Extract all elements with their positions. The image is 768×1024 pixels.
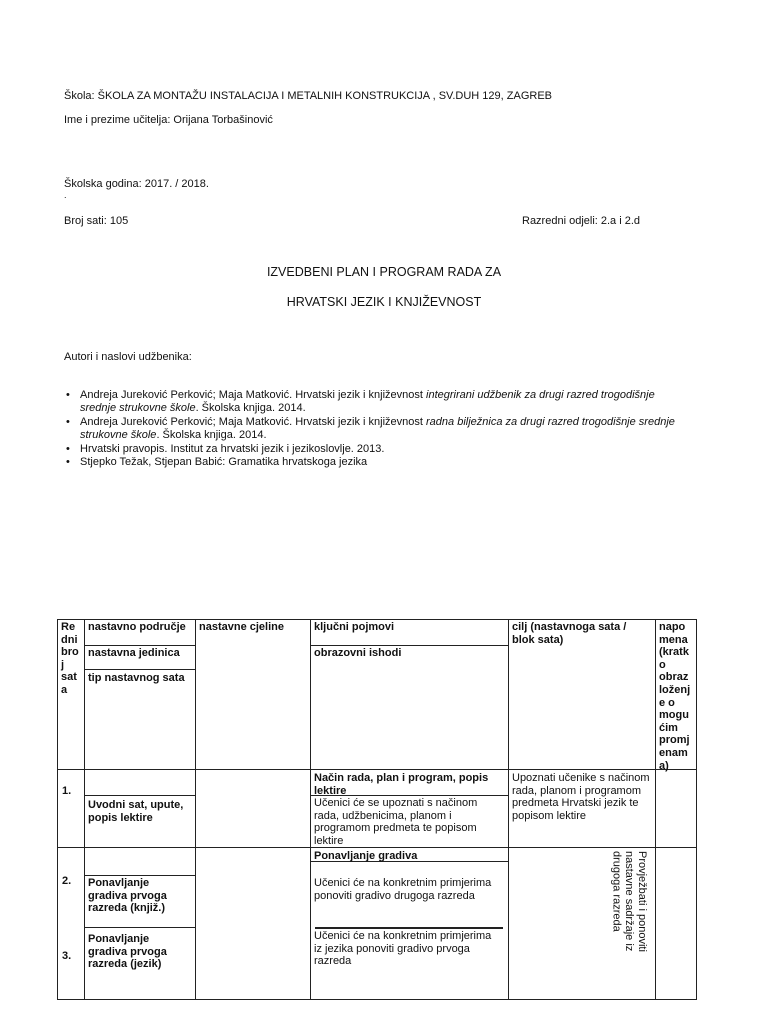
teacher-line: Ime i prezime učitelja: Orijana Torbašinović — [64, 114, 273, 126]
table-border — [57, 999, 697, 1000]
textbook-list — [64, 389, 720, 469]
header-napomena: napo mena (kratk o obraz loženj e o mogu ćim promj enam a) — [659, 621, 691, 772]
list-item: • Andreja Jureković Perković; Maja Matković. Hrvatski jezik i književnost radna bilježnica za drugi razred trogodišnje srednje strukovne škole. Školska knjiga. 2014. — [80, 416, 720, 443]
list-item: • Stjepko Težak, Stjepan Babić: Gramatika hrvatskoga jezika — [80, 456, 720, 469]
table-border — [84, 875, 195, 876]
dot-mark: . — [64, 190, 67, 200]
table-border — [696, 619, 697, 1000]
school-line: Škola: ŠKOLA ZA MONTAŽU INSTALACIJA I METALNIH KONSTRUKCIJA , SV.DUH 129, ZAGREB — [64, 90, 552, 102]
table-border — [57, 619, 58, 1000]
header-cjeline: nastavne cjeline — [199, 621, 284, 633]
table-border — [84, 795, 195, 796]
table-border — [84, 619, 85, 1000]
table-border — [508, 619, 509, 1000]
table-border — [315, 927, 503, 929]
classes-line: Razredni odjeli: 2.a i 2.d — [522, 215, 641, 227]
row-number: 1. — [62, 785, 72, 797]
header-ishodi: obrazovni ishodi — [314, 647, 402, 659]
header-row-number: Re dni bro j sat a — [61, 621, 79, 696]
row-ishodi: Učenici će na konkretnim primjerima iz jezika ponoviti gradivo prvoga razreda — [314, 930, 492, 968]
row-pojmovi: Ponavljanje gradiva — [314, 850, 418, 862]
plan-table — [57, 619, 697, 1000]
header-cilj: cilj (nastavnoga sata / blok sata) — [512, 621, 627, 646]
table-border — [84, 927, 195, 928]
header-area: nastavno područje — [88, 621, 186, 633]
table-border — [655, 619, 656, 1000]
row-unit: Ponavljanje gradiva prvoga razreda (knjiž.) — [88, 877, 167, 915]
table-border — [310, 619, 311, 1000]
row-unit: Uvodni sat, upute, popis lektire — [88, 799, 184, 824]
list-item: • Andreja Jureković Perković; Maja Matković. Hrvatski jezik i književnost integrirani udžbenik za drugi razred trogodišnje srednje strukovne škole. Školska knjiga. 2014. — [80, 389, 720, 416]
table-border — [57, 769, 697, 770]
row-ishodi: Učenici će se upoznati s načinom rada, udžbenicima, planom i programom predmeta te popisom lektire — [314, 797, 478, 847]
table-border — [310, 645, 508, 646]
table-border — [84, 669, 195, 670]
page-title-line1: IZVEDBENI PLAN I PROGRAM RADA ZA — [266, 265, 502, 279]
hours-line: Broj sati: 105 — [64, 215, 129, 227]
table-border — [84, 645, 195, 646]
table-border — [195, 619, 196, 1000]
header-pojmovi: ključni pojmovi — [314, 621, 395, 633]
row-number: 2. — [62, 875, 72, 887]
school-year-line: Školska godina: 2017. / 2018. — [64, 178, 209, 190]
row-pojmovi: Način rada, plan i program, popis lektire — [314, 772, 489, 797]
vertical-note: Provježbati i ponoviti nastavne sadržaje iz drugoga razreda — [610, 851, 648, 952]
row-number: 3. — [62, 950, 72, 962]
table-border — [57, 619, 697, 620]
page-title-line2: HRVATSKI JEZIK I KNJIŽEVNOST — [286, 295, 482, 309]
row-unit: Ponavljanje gradiva prvoga razreda (jezik) — [88, 933, 167, 971]
row-ishodi: Učenici će na konkretnim primjerima ponoviti gradivo drugoga razreda — [314, 877, 492, 902]
list-item: • Hrvatski pravopis. Institut za hrvatski jezik i jezikoslovlje. 2013. — [80, 443, 720, 456]
header-type: tip nastavnog sata — [88, 672, 185, 684]
row-cilj: Upoznati učenike s načinom rada, planom i programom predmeta Hrvatski jezik te popisom lektire — [512, 772, 650, 822]
authors-label: Autori i naslovi udžbenika: — [64, 351, 192, 363]
header-unit: nastavna jedinica — [88, 647, 180, 659]
